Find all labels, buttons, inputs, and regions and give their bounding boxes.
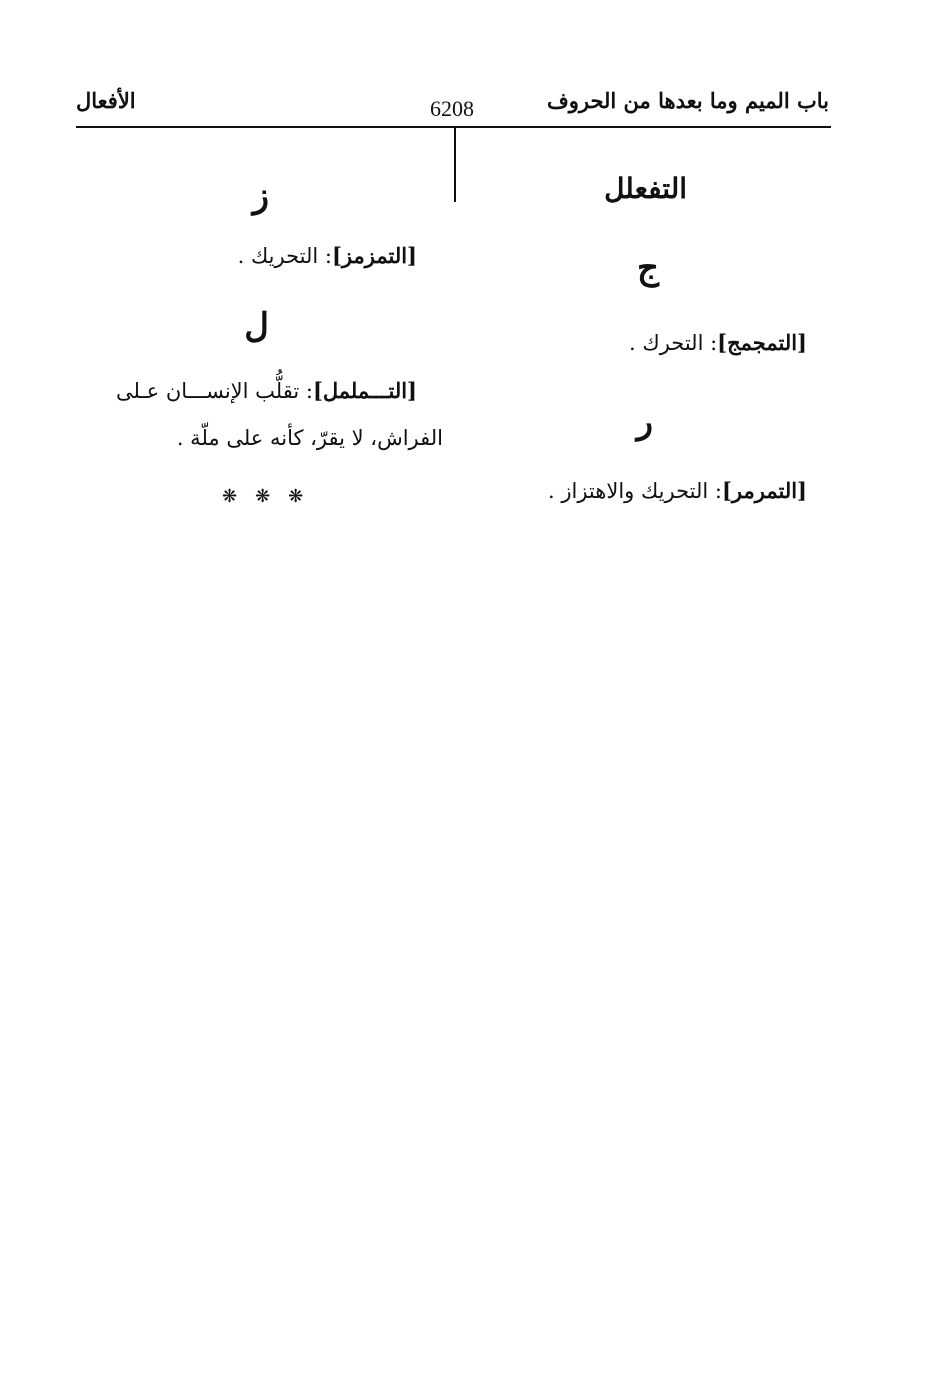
entry-definition: : التحريك . (237, 244, 332, 268)
entry-tamarmur (548, 478, 807, 503)
entry-tamazmuz (238, 243, 417, 268)
entry-definition: : تقلُّب الإنســـان عـلى (116, 379, 313, 403)
entry-tamajmuj (629, 330, 807, 355)
entry-term: [التمزمز] (331, 243, 417, 268)
entry-tamalmul-line2: الفراش، لا يقرّ، كأنه على ملّة . (176, 426, 443, 450)
section-title: التفعلل (604, 172, 687, 205)
page-number: 6208 (430, 96, 474, 121)
letter-heading-zay: ز (252, 176, 269, 216)
letter-heading-jim: ج (637, 248, 659, 288)
letter-heading-ra: ر (636, 402, 653, 442)
entry-term: [التمرمر] (721, 478, 807, 503)
column-divider (454, 128, 456, 202)
entry-tamalmul-line1 (116, 378, 417, 403)
chapter-title: باب الميم وما بعدها من الحروف (546, 88, 829, 113)
section-label: الأفعال (76, 88, 136, 113)
entry-term: [التـــململ] (312, 378, 417, 403)
entry-definition: : التحريك والاهتزاز . (548, 479, 722, 503)
end-marker-stars: ❋❋❋ (222, 486, 322, 507)
entry-term: [التمجمج] (717, 330, 807, 355)
letter-heading-lam: ل (244, 306, 269, 346)
entry-definition: : التحرك . (629, 331, 718, 355)
